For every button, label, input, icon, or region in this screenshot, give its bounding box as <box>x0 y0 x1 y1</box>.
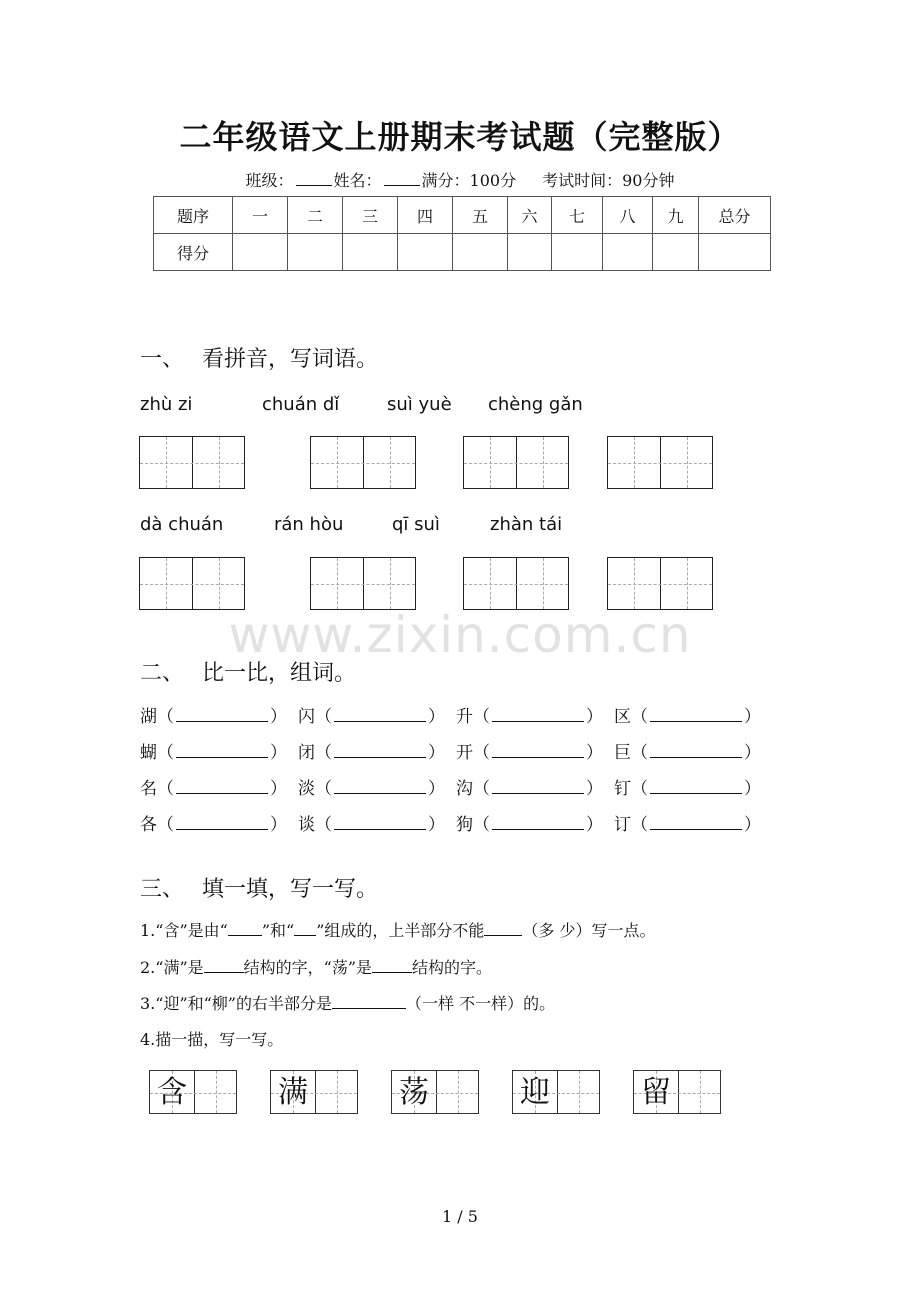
answer-blank[interactable] <box>650 743 742 758</box>
pinyin: zhù zi <box>140 394 193 415</box>
writing-grid[interactable] <box>463 436 569 489</box>
answer-blank[interactable] <box>492 743 584 758</box>
answer-blank[interactable] <box>484 921 522 936</box>
trace-character: 迎 <box>520 1075 550 1110</box>
compare-char: 名 <box>140 779 157 799</box>
tracing-grid[interactable] <box>512 1070 600 1114</box>
compare-char: 蝴 <box>140 743 157 763</box>
answer-blank[interactable] <box>492 779 584 794</box>
exam-meta <box>0 168 920 191</box>
writing-grid[interactable] <box>463 557 569 610</box>
compare-char: 淡 <box>298 779 315 799</box>
answer-blank[interactable] <box>176 779 268 794</box>
name-label: 姓名： <box>333 171 382 190</box>
section-number: 一、 <box>140 347 185 372</box>
section-1-heading <box>140 342 378 373</box>
question-text: 结构的字。 <box>412 958 493 977</box>
section-3-heading <box>140 872 378 903</box>
page-number: 1 / 5 <box>442 1207 478 1226</box>
score-cell: 题序 <box>154 197 233 234</box>
score-cell: 四 <box>398 197 453 234</box>
score-input-cell[interactable] <box>343 234 398 271</box>
section-number: 三、 <box>140 877 185 902</box>
question-text: 1.“含”是由“ <box>140 921 228 940</box>
compare-char: 谈 <box>298 815 315 835</box>
score-cell: 六 <box>508 197 552 234</box>
score-input-cell[interactable] <box>453 234 508 271</box>
compare-char: 湖 <box>140 707 157 727</box>
question-text: 2.“满”是 <box>140 958 204 977</box>
pinyin: qī suì <box>392 514 440 535</box>
class-label: 班级： <box>245 171 294 190</box>
pinyin: dà chuán <box>140 514 224 535</box>
compare-row: 湖（ ） 闪（ ） 升（ ） 区（ ） <box>140 707 761 727</box>
score-input-cell[interactable] <box>603 234 653 271</box>
score-input-cell[interactable] <box>508 234 552 271</box>
compare-char: 钉 <box>614 779 631 799</box>
answer-blank[interactable] <box>332 994 406 1009</box>
answer-blank[interactable] <box>334 815 426 830</box>
answer-blank[interactable] <box>228 921 262 936</box>
compare-char: 闪 <box>298 707 315 727</box>
question-1 <box>140 918 655 941</box>
trace-character: 留 <box>641 1075 671 1110</box>
tracing-grid[interactable] <box>149 1070 237 1114</box>
score-input-cell[interactable] <box>233 234 288 271</box>
section-title: 看拼音，写词语。 <box>202 347 379 372</box>
pinyin: zhàn tái <box>490 514 563 535</box>
answer-blank[interactable] <box>176 707 268 722</box>
writing-grid[interactable] <box>310 436 416 489</box>
score-cell: 三 <box>343 197 398 234</box>
score-cell: 五 <box>453 197 508 234</box>
section-2-heading <box>140 656 356 687</box>
answer-blank[interactable] <box>176 815 268 830</box>
question-2 <box>140 955 492 978</box>
writing-grid[interactable] <box>310 557 416 610</box>
pinyin: suì yuè <box>387 394 452 415</box>
answer-blank[interactable] <box>334 779 426 794</box>
pinyin: chèng gǎn <box>488 394 583 415</box>
answer-blank[interactable] <box>372 958 412 973</box>
writing-grid[interactable] <box>607 557 713 610</box>
writing-grid[interactable] <box>607 436 713 489</box>
section-title: 填一填，写一写。 <box>202 877 379 902</box>
name-blank[interactable] <box>384 171 420 186</box>
tracing-grid[interactable] <box>633 1070 721 1114</box>
score-cell: 七 <box>552 197 603 234</box>
compare-char: 订 <box>614 815 631 835</box>
answer-blank[interactable] <box>650 815 742 830</box>
question-text: 3.“迎”和“柳”的右半部分是 <box>140 994 332 1013</box>
score-table-score-row <box>154 234 771 271</box>
question-3 <box>140 991 555 1014</box>
question-4: 4.描一描，写一写。 <box>140 1030 284 1049</box>
answer-blank[interactable] <box>176 743 268 758</box>
answer-blank[interactable] <box>334 743 426 758</box>
compare-char: 沟 <box>456 779 473 799</box>
compare-char: 各 <box>140 815 157 835</box>
compare-char: 区 <box>614 707 631 727</box>
tracing-grid[interactable] <box>270 1070 358 1114</box>
exam-time: 考试时间：90分钟 <box>542 171 675 190</box>
score-cell: 一 <box>233 197 288 234</box>
compare-row: 各（ ） 谈（ ） 狗（ ） 订（ ） <box>140 815 761 835</box>
score-table-header-row <box>154 197 771 234</box>
full-score: 满分：100分 <box>421 171 517 190</box>
score-row-label: 得分 <box>154 234 233 271</box>
compare-char: 开 <box>456 743 473 763</box>
trace-character: 荡 <box>399 1075 429 1110</box>
score-input-cell[interactable] <box>552 234 603 271</box>
score-input-cell[interactable] <box>398 234 453 271</box>
pinyin: rán hòu <box>274 514 344 535</box>
class-blank[interactable] <box>296 171 332 186</box>
page-title: 二年级语文上册期末考试题（完整版） <box>179 118 741 156</box>
score-cell: 二 <box>288 197 343 234</box>
answer-blank[interactable] <box>650 707 742 722</box>
question-text: ”和“ <box>261 921 295 940</box>
compare-char: 闭 <box>298 743 315 763</box>
answer-blank[interactable] <box>650 779 742 794</box>
answer-blank[interactable] <box>492 707 584 722</box>
question-text: （多 少）写一点。 <box>522 921 656 940</box>
score-input-cell[interactable] <box>699 234 771 271</box>
answer-blank[interactable] <box>204 958 244 973</box>
question-text: 结构的字，“荡”是 <box>243 958 373 977</box>
compare-row: 蝴（ ） 闭（ ） 开（ ） 巨（ ） <box>140 743 761 763</box>
score-cell: 九 <box>653 197 699 234</box>
pinyin: chuán dǐ <box>262 394 340 415</box>
score-input-cell[interactable] <box>653 234 699 271</box>
score-table <box>153 196 771 271</box>
score-input-cell[interactable] <box>288 234 343 271</box>
trace-character: 满 <box>278 1075 308 1110</box>
question-text: ”组成的，上半部分不能 <box>316 921 485 940</box>
writing-grid[interactable] <box>139 557 245 610</box>
section-number: 二、 <box>140 661 185 686</box>
answer-blank[interactable] <box>294 921 316 936</box>
answer-blank[interactable] <box>492 815 584 830</box>
question-text: （一样 不一样）的。 <box>406 994 556 1013</box>
tracing-grid[interactable] <box>391 1070 479 1114</box>
compare-char: 升 <box>456 707 473 727</box>
score-cell: 总分 <box>699 197 771 234</box>
section-title: 比一比，组词。 <box>202 661 357 686</box>
compare-char: 巨 <box>614 743 631 763</box>
trace-character: 含 <box>157 1075 187 1110</box>
watermark: www.zixin.com.cn <box>228 606 692 664</box>
score-cell: 八 <box>603 197 653 234</box>
compare-char: 狗 <box>456 815 473 835</box>
compare-row: 名（ ） 淡（ ） 沟（ ） 钉（ ） <box>140 779 761 799</box>
writing-grid[interactable] <box>139 436 245 489</box>
answer-blank[interactable] <box>334 707 426 722</box>
